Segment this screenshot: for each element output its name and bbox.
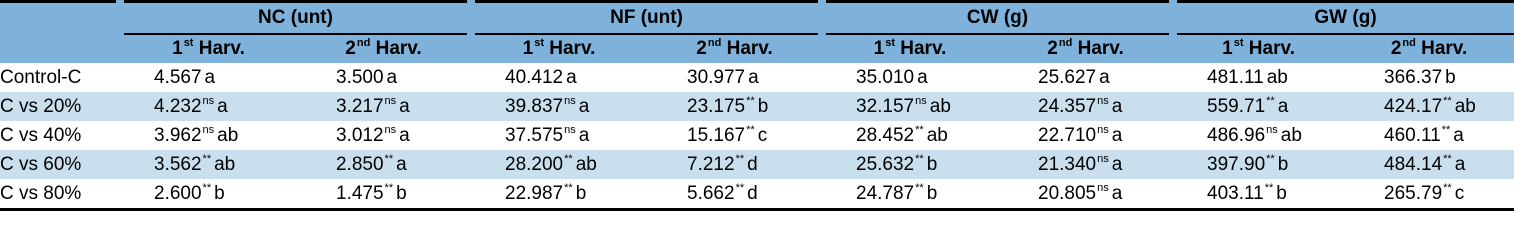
harvest-label: Harv.	[1415, 38, 1468, 59]
grouping-letters: a	[399, 95, 410, 117]
grouping-letters: a	[748, 66, 759, 88]
grouping-letters: ab	[926, 124, 948, 146]
table-cell	[1344, 150, 1514, 179]
row-label: Control-C	[0, 63, 120, 92]
grouping-letters: a	[1454, 153, 1466, 175]
table-cell	[120, 121, 296, 150]
cell-value: 265.79	[1384, 182, 1443, 204]
significance-mark: **	[1441, 123, 1451, 136]
significance-mark: ns	[564, 123, 576, 136]
grouping-letters: b	[926, 153, 938, 175]
harvest-ordinal-suffix: st	[1233, 37, 1244, 49]
harvest-header-1	[822, 34, 998, 63]
cell-value: 22.710	[1038, 124, 1097, 146]
cell-value: 481.11	[1207, 66, 1264, 88]
table-cell	[120, 150, 296, 179]
harvest-ordinal-suffix: nd	[1058, 37, 1073, 49]
significance-mark: **	[1443, 152, 1452, 165]
grouping-letters: d	[747, 182, 758, 204]
table-cell	[998, 92, 1173, 121]
table-cell	[471, 150, 647, 179]
cell-value: 460.11	[1384, 124, 1441, 146]
table-cell	[822, 150, 998, 179]
table-cell	[471, 179, 647, 210]
cell-value: 24.357	[1038, 95, 1097, 117]
harvest-number: 1	[1222, 38, 1233, 59]
significance-mark: **	[202, 181, 212, 194]
grouping-letters: c	[757, 124, 768, 146]
harvest-number: 1	[172, 38, 183, 59]
grouping-letters: ab	[214, 153, 236, 175]
table-cell	[822, 121, 998, 150]
table-cell	[1344, 121, 1514, 150]
grouping-letters: a	[566, 66, 577, 88]
table-row	[0, 121, 1514, 150]
harvest-ordinal-suffix: nd	[356, 37, 371, 49]
significance-mark: **	[1443, 94, 1452, 107]
grouping-letters: a	[1111, 124, 1123, 146]
group-header-nf: NF (unt)	[471, 2, 822, 35]
significance-mark: **	[746, 123, 755, 136]
table-cell	[296, 121, 471, 150]
cell-value: 3.217	[336, 95, 384, 117]
significance-mark: **	[564, 152, 573, 165]
harvest-header-2	[647, 34, 822, 63]
significance-mark: **	[1266, 152, 1275, 165]
cell-value: 30.977	[687, 66, 746, 88]
cell-value: 20.805	[1038, 182, 1097, 204]
harvest-header-row	[0, 34, 1514, 63]
table-cell	[120, 63, 296, 92]
row-label: C vs 40%	[0, 121, 120, 150]
table-row	[0, 92, 1514, 121]
cell-value: 3.562	[154, 153, 202, 175]
header-stub-cell	[0, 34, 120, 63]
grouping-letters: d	[747, 153, 758, 175]
significance-mark: ns	[564, 94, 576, 107]
grouping-letters: a	[217, 95, 228, 117]
table-cell	[647, 63, 822, 92]
table-cell	[1344, 92, 1514, 121]
table-row	[0, 179, 1514, 210]
grouping-letters: b	[757, 95, 769, 117]
cell-value: 39.837	[505, 95, 564, 117]
table-cell	[822, 179, 998, 210]
significance-mark: ns	[1266, 123, 1278, 136]
table-body	[0, 63, 1514, 210]
harvest-label: Harv.	[894, 38, 947, 59]
row-label: C vs 20%	[0, 92, 120, 121]
grouping-letters: a	[386, 66, 398, 88]
harvest-ordinal-suffix: st	[534, 37, 544, 49]
table-cell	[998, 121, 1173, 150]
harvest-number: 2	[345, 38, 356, 59]
group-header-row	[0, 2, 1514, 35]
grouping-letters: a	[1099, 66, 1110, 88]
table-cell	[296, 179, 471, 210]
cell-value: 484.14	[1384, 153, 1443, 175]
grouping-letters: b	[575, 182, 587, 204]
significance-mark: ns	[1097, 181, 1109, 194]
significance-mark: **	[735, 181, 745, 194]
table-cell	[998, 150, 1173, 179]
table-cell	[998, 179, 1173, 210]
cell-value: 25.632	[856, 153, 915, 175]
cell-value: 7.212	[687, 153, 735, 175]
cell-value: 24.787	[856, 182, 915, 204]
table-row	[0, 63, 1514, 92]
cell-value: 397.90	[1207, 153, 1266, 175]
harvest-ordinal-suffix: nd	[1402, 37, 1416, 49]
significance-mark: **	[1266, 94, 1275, 107]
harvest-label: Harv.	[1072, 38, 1124, 59]
table-cell	[471, 63, 647, 92]
grouping-letters: a	[1111, 153, 1123, 175]
header-stub-cell	[0, 2, 120, 35]
grouping-letters: ab	[217, 124, 239, 146]
table-cell	[822, 63, 998, 92]
significance-mark: ns	[202, 94, 215, 107]
grouping-letters: a	[1111, 95, 1123, 117]
cell-value: 486.96	[1207, 124, 1266, 146]
harvest-header-2	[296, 34, 471, 63]
cell-value: 32.157	[856, 95, 915, 117]
grouping-letters: c	[1454, 182, 1465, 204]
table-cell	[1173, 150, 1344, 179]
grouping-letters: a	[578, 95, 590, 117]
harvest-label: Harv.	[193, 38, 245, 59]
grouping-letters: b	[396, 182, 407, 204]
significance-mark: **	[384, 181, 394, 194]
table-cell	[647, 150, 822, 179]
cell-value: 23.175	[687, 95, 746, 117]
table-cell	[647, 179, 822, 210]
grouping-letters: a	[1453, 124, 1464, 146]
harvest-number: 2	[1390, 38, 1402, 59]
harvest-header-2	[1344, 34, 1514, 63]
cell-value: 5.662	[687, 182, 735, 204]
harvest-number: 1	[873, 38, 885, 59]
grouping-letters: ab	[1454, 95, 1476, 117]
group-header-gw: GW (g)	[1173, 2, 1514, 35]
harvest-number: 2	[1047, 38, 1058, 59]
grouping-letters: b	[1276, 182, 1287, 204]
significance-mark: **	[202, 152, 212, 165]
significance-mark: ns	[915, 94, 927, 107]
grouping-letters: a	[204, 66, 216, 88]
table-cell	[647, 92, 822, 121]
row-label: C vs 60%	[0, 150, 120, 179]
significance-mark: **	[384, 152, 394, 165]
cell-value: 366.37	[1384, 66, 1443, 88]
significance-mark: **	[746, 94, 755, 107]
table-cell	[120, 92, 296, 121]
table-cell	[296, 150, 471, 179]
harvest-number: 1	[522, 38, 534, 59]
significance-mark: ns	[1097, 94, 1109, 107]
significance-mark: **	[1443, 181, 1452, 194]
significance-mark: ns	[384, 94, 397, 107]
grouping-letters: b	[1445, 66, 1456, 88]
harvest-label: Harv.	[370, 38, 422, 59]
harvest-header-1	[471, 34, 647, 63]
harvest-label: Harv.	[543, 38, 596, 59]
cell-value: 424.17	[1384, 95, 1443, 117]
significance-mark: ns	[1097, 152, 1109, 165]
table-cell	[1344, 179, 1514, 210]
cell-value: 3.012	[336, 124, 384, 146]
grouping-letters: a	[1111, 182, 1123, 204]
significance-mark: **	[735, 152, 745, 165]
cell-value: 28.200	[505, 153, 564, 175]
table-cell	[1344, 63, 1514, 92]
table-cell	[120, 179, 296, 210]
harvest-header-2	[998, 34, 1173, 63]
table-cell	[1173, 92, 1344, 121]
table-row	[0, 150, 1514, 179]
harvest-header-1	[1173, 34, 1344, 63]
table-cell	[471, 92, 647, 121]
significance-mark: **	[915, 123, 924, 136]
grouping-letters: a	[578, 124, 590, 146]
cell-value: 15.167	[687, 124, 746, 146]
grouping-letters: b	[1277, 153, 1289, 175]
cell-value: 3.500	[336, 66, 384, 88]
harvest-header-1	[120, 34, 296, 63]
grouping-letters: ab	[575, 153, 597, 175]
significance-mark: **	[1264, 181, 1274, 194]
table-cell	[998, 63, 1173, 92]
grouping-letters: a	[396, 153, 407, 175]
cell-value: 37.575	[505, 124, 564, 146]
group-header-nc: NC (unt)	[120, 2, 471, 35]
cell-value: 559.71	[1207, 95, 1266, 117]
harvest-label: Harv.	[721, 38, 773, 59]
cell-value: 1.475	[336, 182, 384, 204]
cell-value: 4.567	[154, 66, 202, 88]
harvest-number: 2	[696, 38, 707, 59]
cell-value: 3.962	[154, 124, 202, 146]
significance-mark: **	[564, 181, 573, 194]
grouping-letters: a	[917, 66, 928, 88]
harvest-label: Harv.	[1243, 38, 1295, 59]
grouping-letters: a	[1277, 95, 1289, 117]
grouping-letters: ab	[1280, 124, 1302, 146]
cell-value: 21.340	[1038, 153, 1097, 175]
grouping-letters: ab	[929, 95, 951, 117]
significance-mark: ns	[384, 123, 397, 136]
harvest-ordinal-suffix: st	[885, 37, 895, 49]
table-cell	[1173, 179, 1344, 210]
grouping-letters: b	[926, 182, 938, 204]
table-cell	[1173, 63, 1344, 92]
grouping-letters: a	[399, 124, 410, 146]
cell-value: 2.850	[336, 153, 384, 175]
table-cell	[296, 92, 471, 121]
cell-value: 28.452	[856, 124, 915, 146]
cell-value: 2.600	[154, 182, 202, 204]
group-header-cw: CW (g)	[822, 2, 1173, 35]
table-cell	[296, 63, 471, 92]
grouping-letters: b	[214, 182, 225, 204]
cell-value: 40.412	[505, 66, 564, 88]
row-label: C vs 80%	[0, 179, 120, 210]
cell-value: 35.010	[856, 66, 915, 88]
harvest-ordinal-suffix: nd	[707, 37, 722, 49]
significance-mark: **	[915, 181, 924, 194]
significance-mark: ns	[202, 123, 215, 136]
table-cell	[822, 92, 998, 121]
cell-value: 4.232	[154, 95, 202, 117]
harvest-ordinal-suffix: st	[183, 37, 194, 49]
significance-mark: ns	[1097, 123, 1109, 136]
cell-value: 403.11	[1207, 182, 1264, 204]
cell-value: 25.627	[1038, 66, 1097, 88]
cell-value: 22.987	[505, 182, 564, 204]
table-cell	[647, 121, 822, 150]
grouping-letters: ab	[1266, 66, 1288, 88]
significance-mark: **	[915, 152, 924, 165]
table-cell	[471, 121, 647, 150]
table-cell	[1173, 121, 1344, 150]
